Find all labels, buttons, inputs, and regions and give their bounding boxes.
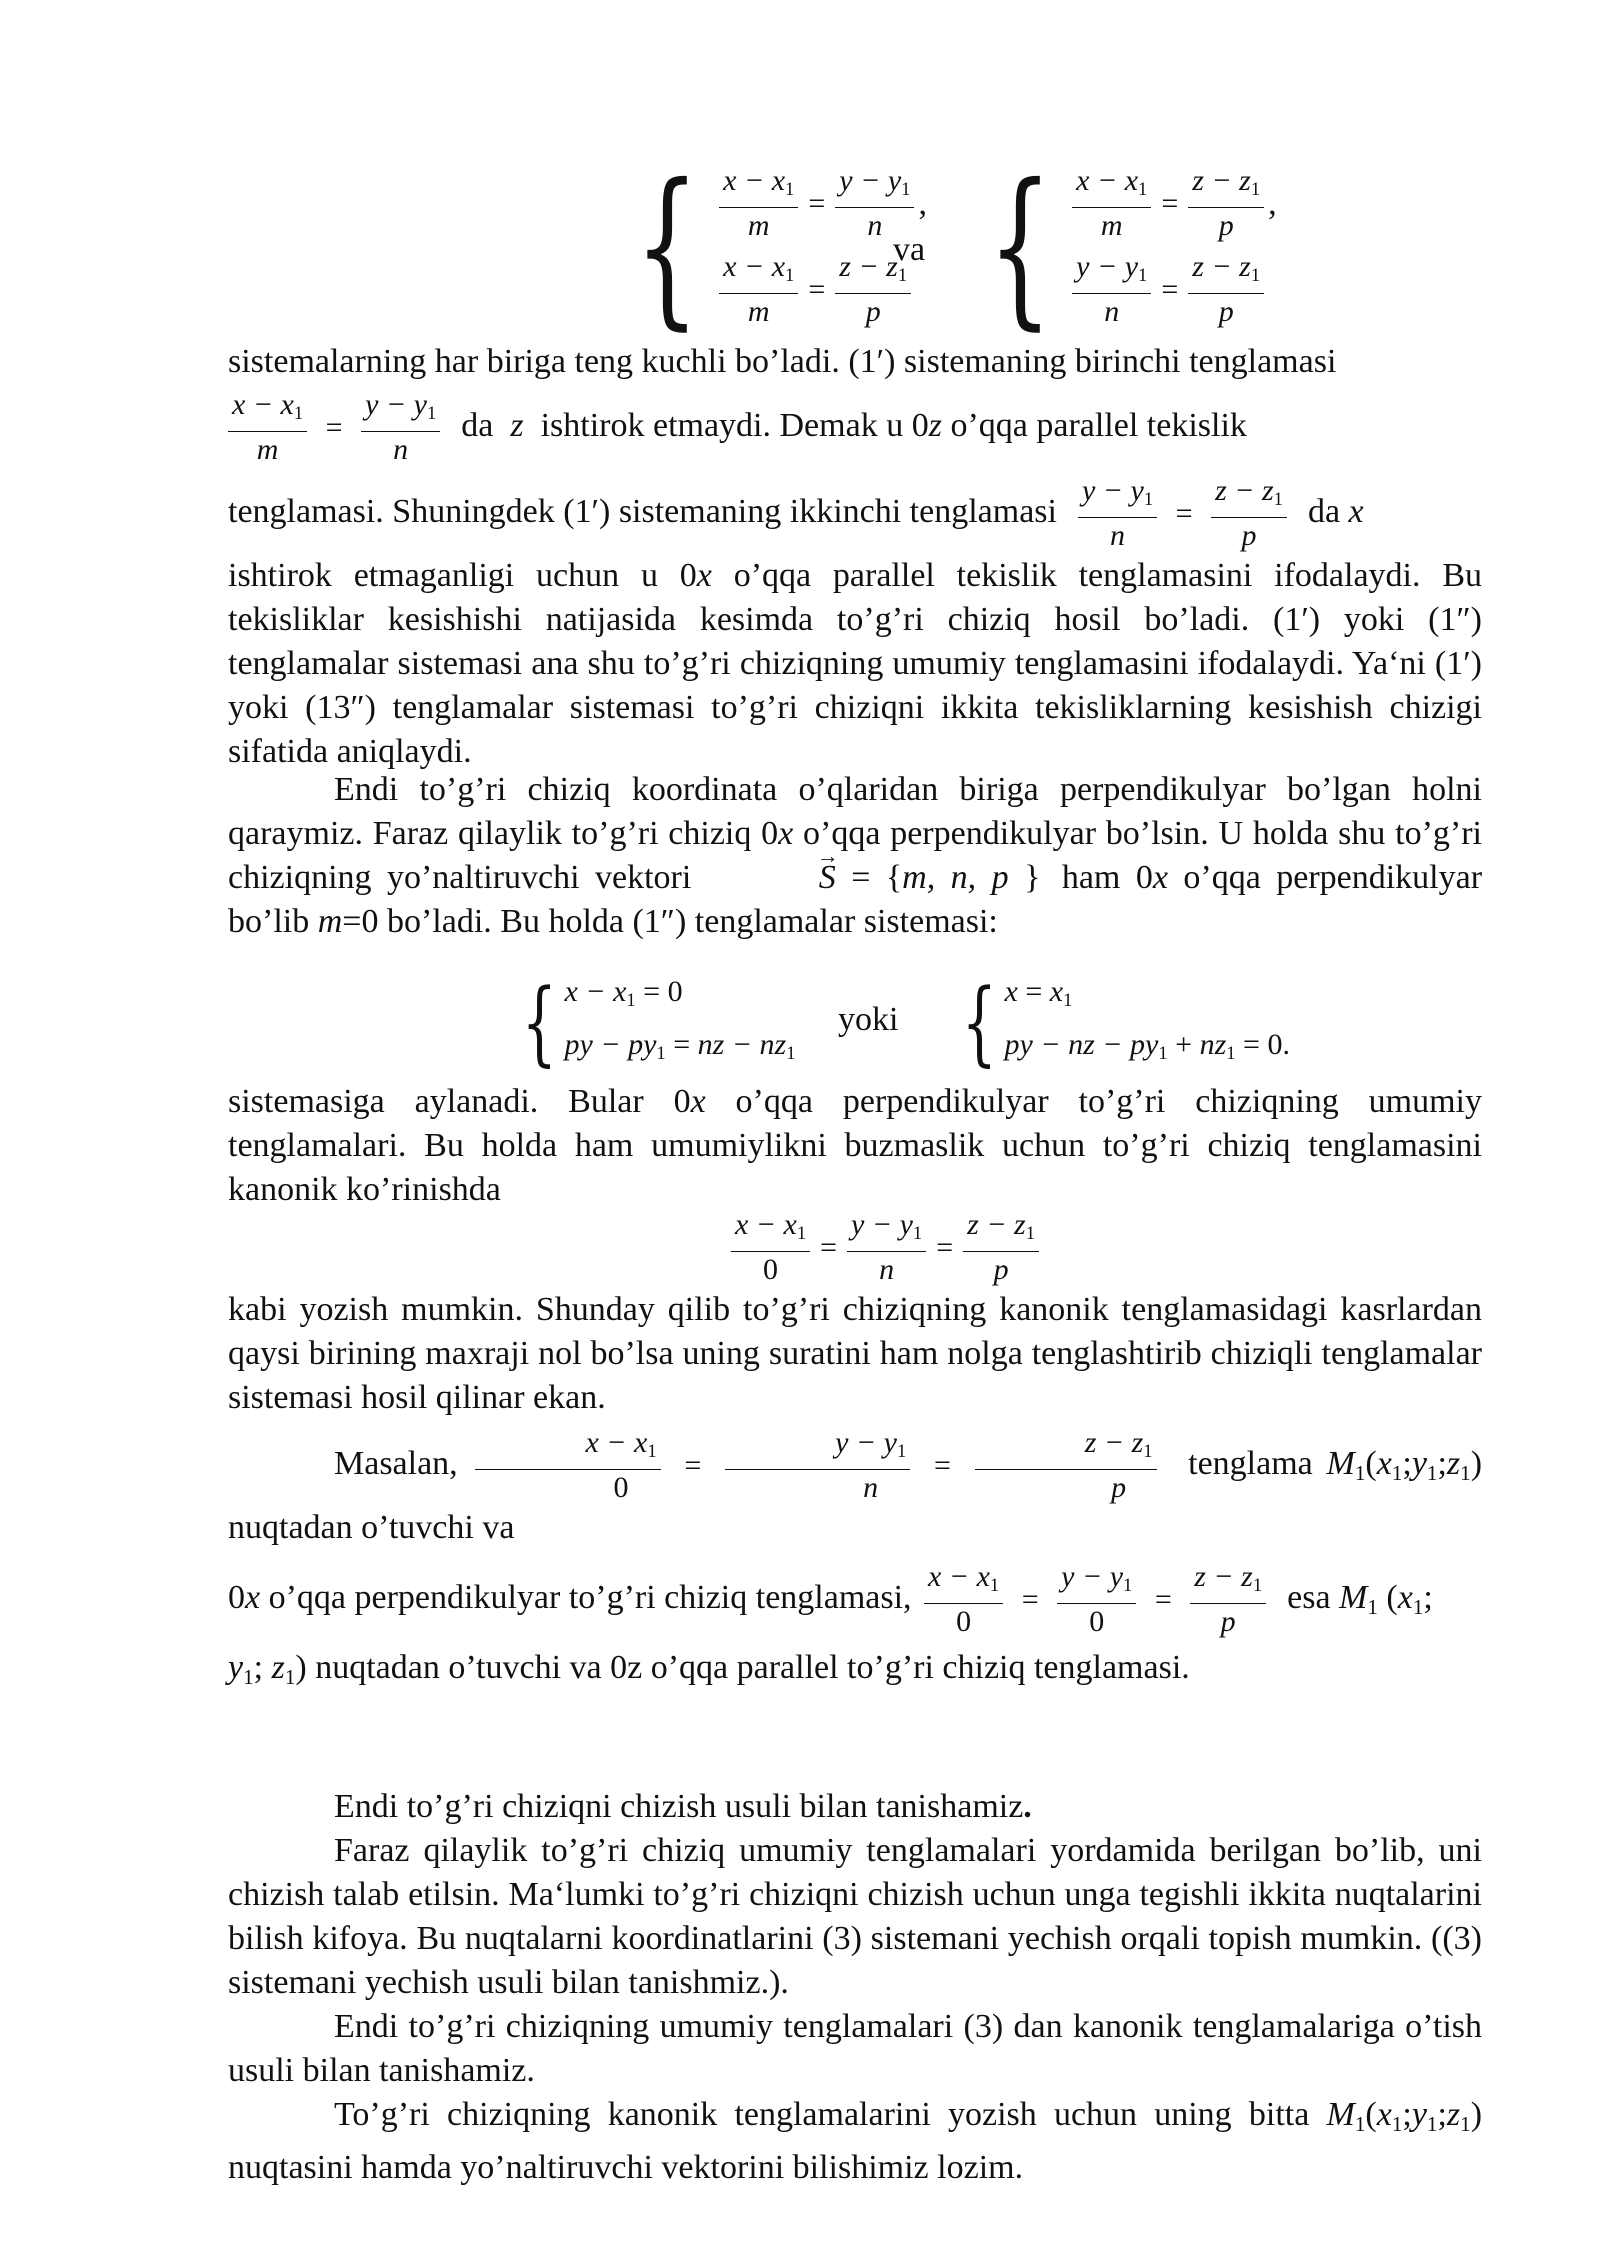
text-line: sistemalarning har biriga teng kuchli bo’ladi. (1′) sistemaning birinchi tenglamasi (228, 343, 1337, 380)
text-paragraph: kabi yozish mumkin. Shunday qilib to’g’ri chiziqning kanonik tenglamasidagi kasrlardan qaysi birining maxraji nol bo’lsa uning suratini ham nolga tenglashtirib chiziqli tenglamalar sistemasi hosil qilinar ekan. (228, 1291, 1482, 1416)
system-2: { $\frac{x - x_1}{m}$ = $\frac{z - z_1}{p}$ , $\frac{y - y_1}{n}$ = $\frac{z - z_1}{p}$ (987, 148, 1277, 346)
paragraph-2 (228, 768, 1482, 944)
va-label: va (893, 231, 926, 268)
text-line: $y_1$; $z_1$) nuqtadan o’tuvchi va 0z o’qqa parallel to’g’ri chiziq tenglamasi. (228, 1649, 1190, 1690)
equation-systems-middle (228, 970, 1482, 1080)
text-paragraph: sistemasiga aylanadi. Bular 0x o’qqa perpendikulyar to’g’ri chiziqning umumiy tenglamalari. Bu holda ham umumiylikni buzmaslik uchun to’g’ri chiziq tenglamasini kanonik ko’rinishda (228, 1083, 1482, 1208)
paragraph-3 (228, 1080, 1482, 1212)
paragraph-4 (228, 1288, 1482, 1420)
text-paragraph: To’g’ri chiziqning kanonik tenglamalarini yozish uchun uning bitta $M_1(x_1;y_1;z_1)$ nuqtasini hamda yo’naltiruvchi vektorini bilishimiz lozim. (228, 2096, 1483, 2186)
paragraph-1 (228, 340, 1482, 774)
text-line: tenglamasi. Shuningdek (1′) sistemaning ikkinchi tenglamasi $\frac{y - y_1}{n}$ = $\frac{z - z_1}{p}$ da x (228, 474, 1364, 553)
text-line: $\frac{x - x_1}{m}$ = $\frac{y - y_1}{n}$ da z ishtirok etmaydi. Demak u 0z o’qqa parallel tekislik (228, 388, 1482, 468)
paragraph-6 (228, 1785, 1482, 2190)
canonical-equation: $\frac{x - x_1}{0}$ = $\frac{y - y_1}{n}$ = $\frac{z - z_1}{p}$ (228, 1202, 1482, 1288)
text-paragraph: ishtirok etmaganligi uchun u 0x o’qqa parallel tekislik tenglamasini ifodalaydi. Bu tekisliklar kesishishi natijasida kesimda to’g’ri chiziq hosil bo’ladi. (1′) yoki (1″) tenglamalar sistemasi ana shu to’g’ri chiziqning umumiy tenglamasini ifodalaydi. Ya‘ni (1′) yoki (13″) tenglamalar sistemasi to’g’ri chiziqni ikkita tekisliklarning kesishish chizigi sifatida aniqlaydi. (228, 557, 1482, 771)
equation-systems-top (228, 148, 1482, 346)
text-line: Masalan, $\frac{x - x_1}{0}$ = $\frac{y - y_1}{n}$ = $\frac{z - z_1}{p}$ tenglama $M_1(x_1;y_1;z_1)$ nuqtadan o’tuvchi va (228, 1426, 1483, 1547)
system-1: { $\frac{x - x_1}{m}$ = $\frac{y - y_1}{n}$ , $\frac{x - x_1}{m}$ = $\frac{z - z_1}{p}$ (634, 148, 927, 346)
text-paragraph: Endi to’g’ri chiziq koordinata o’qlaridan biriga perpendikulyar bo’lgan holni qaraymiz. Faraz qilaylik to’g’ri chiziq 0x o’qqa perpendikulyar bo’lsin. U holda shu to’g’ri chiziqning yo’naltiruvchi vektori → S = {m, n, p } ham 0x o’qqa perpendikulyar bo’lib m=0 bo’ladi. Bu holda (1″) tenglamalar sistemasi: (228, 768, 1482, 944)
system-4: { $x = x_1$ py − nz − $py_1 + nz_1 = 0$. (961, 969, 1290, 1077)
yoki-label: yoki (838, 1001, 899, 1038)
system-3: { $x - x_1 = 0$ py − $py_1$ = nz − $nz_1$ (521, 969, 796, 1077)
text-paragraph: Endi to’g’ri chiziqning umumiy tenglamalari (3) dan kanonik tenglamalariga o’tish usuli bilan tanishamiz. (228, 2008, 1482, 2089)
text-paragraph: Faraz qilaylik to’g’ri chiziq umumiy tenglamalari yordamida berilgan bo’lib, uni chizish talab etilsin. Ma‘lumki to’g’ri chiziqni chizish uchun unga tegishli ikkita nuqtalarini bilish kifoya. Bu nuqtalarni koordinatlarini (3) sistemani yechish orqali topish mumkin. ((3) sistemani yechish usuli bilan tanishmiz.). (228, 1832, 1482, 2001)
paragraph-5 (228, 1426, 1482, 1699)
text-line: Endi to’g’ri chiziqni chizish usuli bilan tanishamiz. (334, 1788, 1032, 1825)
text-line: 0x o’qqa perpendikulyar to’g’ri chiziq tenglamasi, $\frac{x - x_1}{0}$ = $\frac{y - y_1}{0}$ = $\frac{z - z_1}{p}$ esa $M_1$ ($x_1$; (228, 1560, 1433, 1639)
